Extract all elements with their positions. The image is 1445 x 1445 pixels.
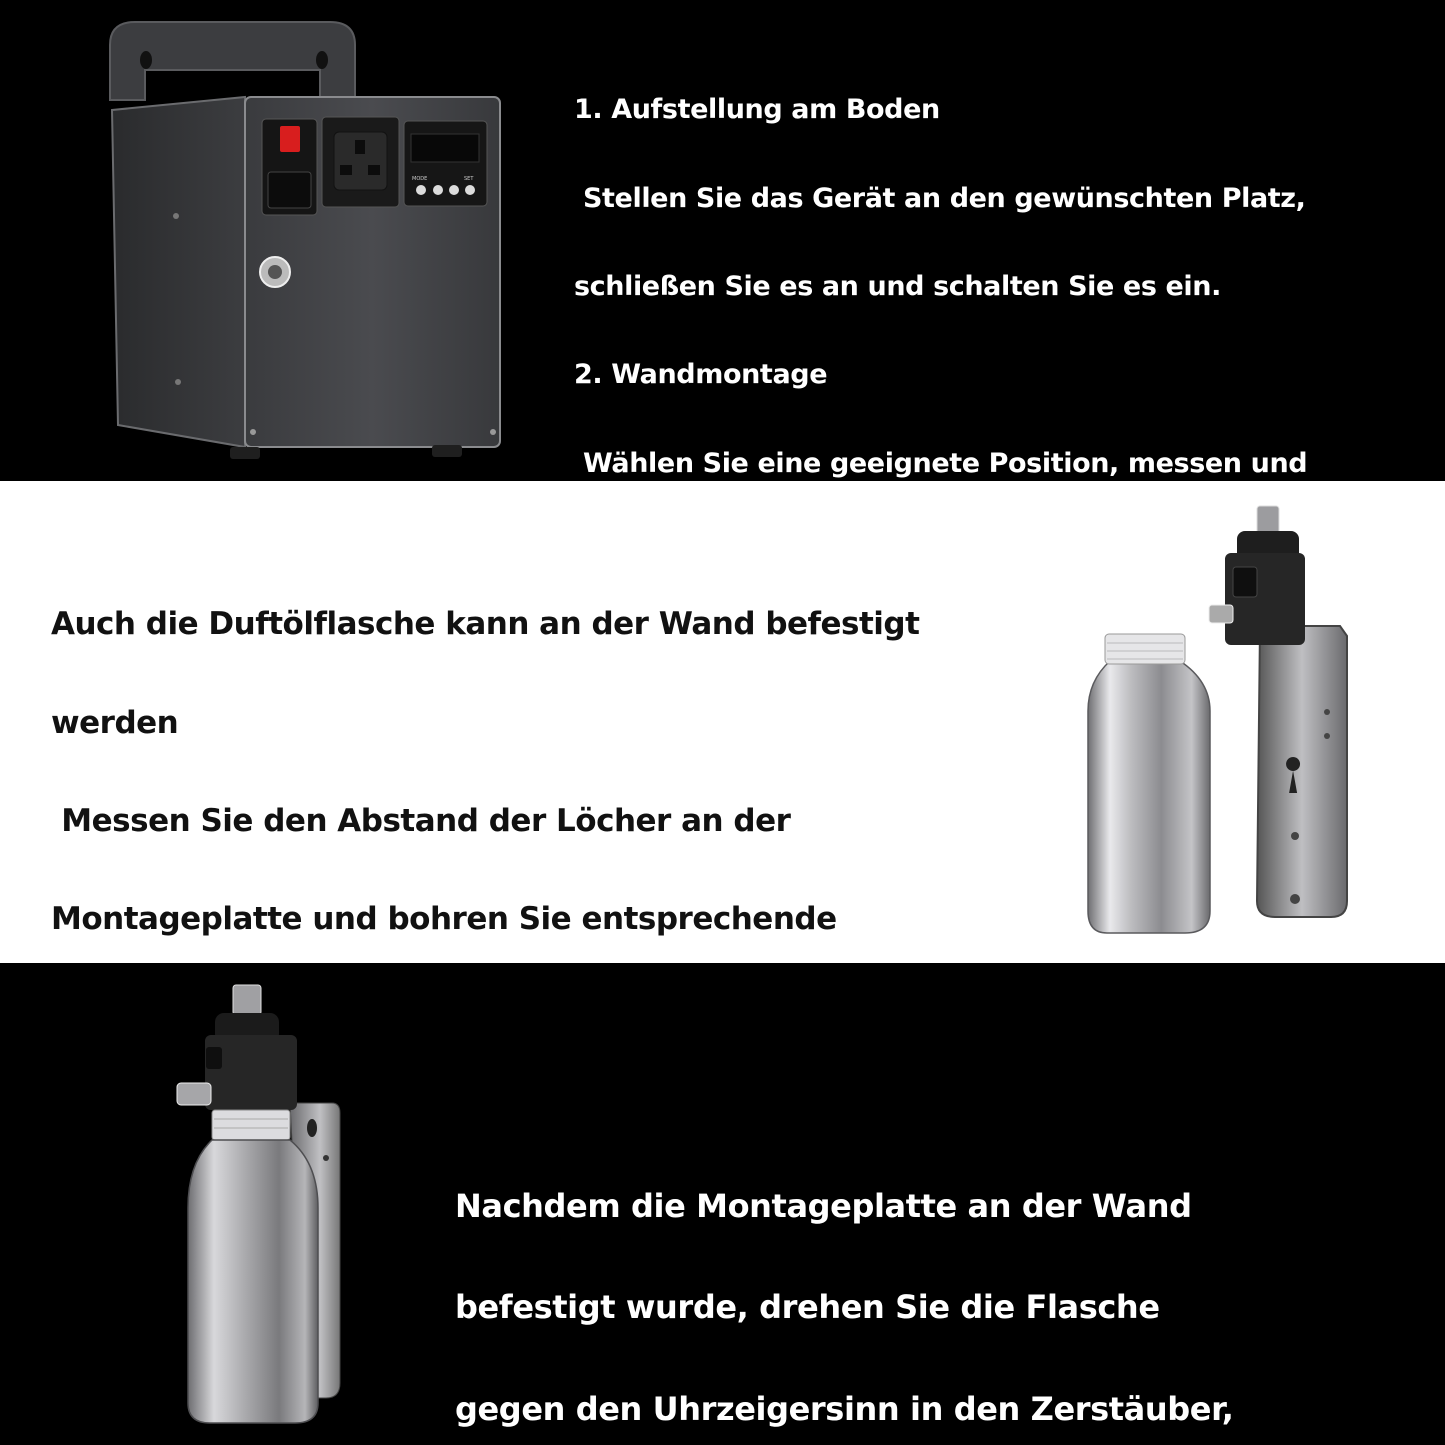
text-line: Stellen Sie das Gerät an den gewünschten Platz, [574, 182, 1306, 214]
text-line: 1. Aufstellung am Boden [574, 94, 940, 126]
section-attach-bottle [0, 963, 1445, 1445]
text-line: gegen den Uhrzeigersinn in den Zerstäuber, [455, 1389, 1234, 1428]
device-mode-label: MODE [412, 176, 428, 182]
bottle-mounting-instructions [51, 551, 1011, 963]
text-line: Wählen Sie eine geeignete Position, messen und [574, 447, 1308, 479]
text-line: Montageplatte und bohren Sie entsprechende [51, 901, 837, 938]
text-line: 2. Wandmontage [574, 359, 828, 391]
text-line: schließen Sie es an und schalten Sie es ein. [574, 271, 1221, 303]
text-line: werden [51, 704, 179, 741]
text-line: Auch die Duftölflasche kann an der Wand befestigt [51, 606, 920, 643]
floor-and-wall-mounting-instructions [574, 44, 1424, 481]
diffuser-device-icon [0, 0, 520, 481]
attach-bottle-instructions [455, 1130, 1335, 1445]
section-bottle-wall-mounting [0, 481, 1445, 963]
section-floor-wall-mounting [0, 0, 1445, 481]
bottle-and-mounting-plate-icon [1085, 481, 1445, 963]
device-set-label: SET [464, 176, 474, 182]
text-line: befestigt wurde, drehen Sie die Flasche [455, 1288, 1160, 1327]
text-line: Nachdem die Montageplatte an der Wand [455, 1186, 1192, 1225]
text-line: Messen Sie den Abstand der Löcher an der [51, 803, 791, 840]
